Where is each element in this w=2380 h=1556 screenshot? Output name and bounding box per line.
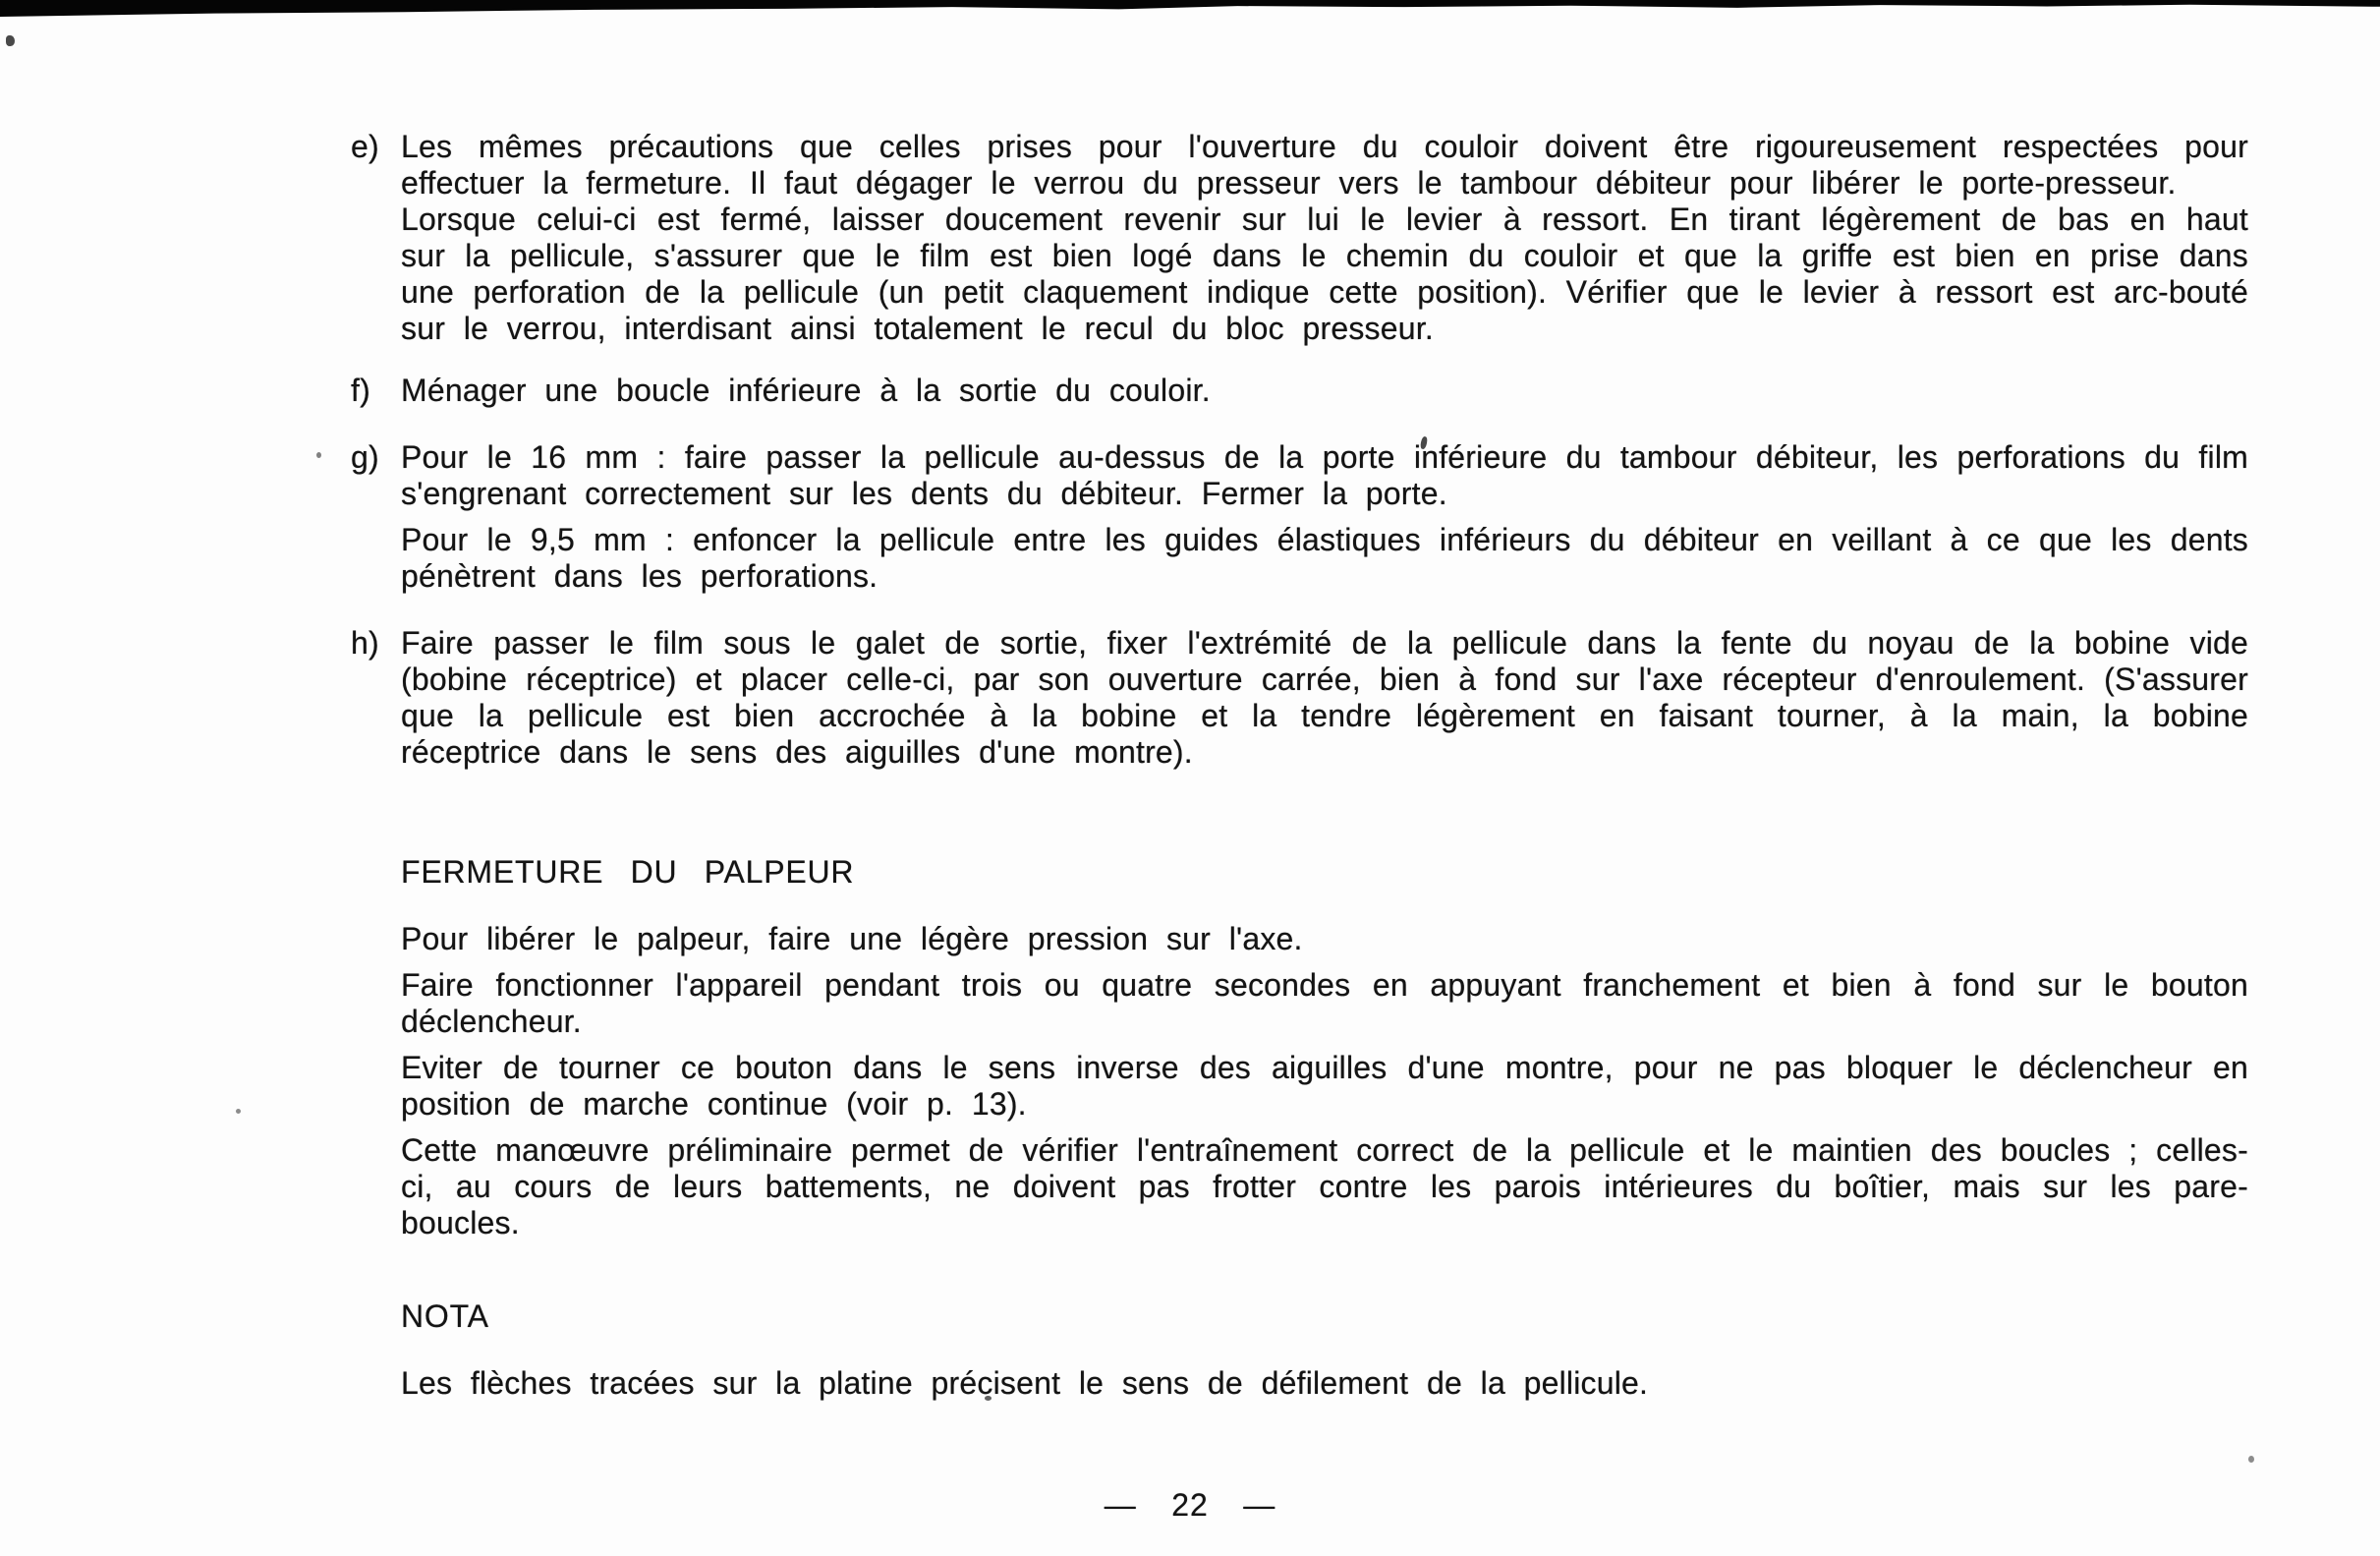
paragraph: Pour le 9,5 mm : enfoncer la pellicule entre les guides élastiques inférieurs du débiteur en veillant à ce que les dents pénètrent dans les perforations. xyxy=(401,522,2248,594)
list-item-g xyxy=(351,439,2248,595)
paragraph: Pour libérer le palpeur, faire une légère pression sur l'axe. xyxy=(401,921,1303,956)
item-text xyxy=(401,625,2248,771)
paragraph: Ménager une boucle inférieure à la sortie du couloir. xyxy=(401,373,1211,408)
item-label-h: h) xyxy=(351,625,379,661)
paragraph: Cette manœuvre préliminaire permet de vérifier l'entraînement correct de la pellicule et le maintien des boucles ; celles-ci, au cours de leurs battements, ne doivent pas frotter contre les parois intérieures du boîtier, mais sur les pare-boucles. xyxy=(401,1132,2248,1240)
list-item-e xyxy=(351,129,2248,347)
section-fermeture-du-palpeur xyxy=(401,854,2248,1241)
paragraph: Lorsque celui-ci est fermé, laisser doucement revenir sur lui le levier à ressort. En tirant légèrement de bas en haut sur la pellicule, s'assurer que le film est bien logé dans le chemin du couloir et que la griffe est bien en prise dans une perforation de la pellicule (un petit claquement indique cette position). Vérifier que le levier à ressort est arc-bouté sur le verrou, interdisant ainsi totalement le recul du bloc presseur. xyxy=(401,202,2248,346)
section-heading: NOTA xyxy=(401,1298,489,1334)
paragraph: Les mêmes précautions que celles prises pour l'ouverture du couloir doivent être rigoureusement respectées pour effectuer la fermeture. Il faut dégager le verrou du presseur vers le tambour débiteur pour libérer le porte-presseur. xyxy=(401,129,2248,201)
item-label-f: f) xyxy=(351,373,370,408)
list-item-h xyxy=(351,625,2248,771)
paragraph: Eviter de tourner ce bouton dans le sens inverse des aiguilles d'une montre, pour ne pas bloquer le déclencheur en position de marche continue (voir p. 13). xyxy=(401,1050,2248,1122)
scan-edge-artifact xyxy=(0,0,2380,17)
list-item-f xyxy=(351,373,2248,409)
paragraph: Faire passer le film sous le galet de sortie, fixer l'extrémité de la pellicule dans la fente du noyau de la bobine vide (bobine réceptrice) et placer celle-ci, par son ouverture carrée, bien à fond sur l'axe récepteur d'enroulement. (S'assurer que la pellicule est bien accrochée à la bobine et la tendre légèrement en faisant tourner, à la main, la bobine réceptrice dans le sens des aiguilles d'une montre). xyxy=(401,625,2248,770)
item-text xyxy=(401,129,2248,347)
scan-speck xyxy=(236,1109,241,1114)
paragraph: Faire fonctionner l'appareil pendant trois ou quatre secondes en appuyant franchement et bien à fond sur le bouton déclencheur. xyxy=(401,967,2248,1039)
item-text xyxy=(401,439,2248,595)
scan-speck xyxy=(2248,1456,2254,1463)
item-text xyxy=(401,373,2248,409)
page-content xyxy=(351,129,2248,1402)
section-heading: FERMETURE DU PALPEUR xyxy=(401,854,855,890)
page-number: — 22 — xyxy=(1104,1487,1276,1523)
scan-speck xyxy=(6,35,15,46)
section-nota xyxy=(401,1298,2248,1402)
item-label-g: g) xyxy=(351,439,379,475)
paragraph: Les flèches tracées sur la platine précisent le sens de défilement de la pellicule. xyxy=(401,1365,1649,1401)
scan-speck xyxy=(316,452,321,458)
item-label-e: e) xyxy=(351,129,379,164)
paragraph: Pour le 16 mm : faire passer la pellicule au-dessus de la porte inférieure du tambour débiteur, les perforations du film s'engrenant correctement sur les dents du débiteur. Fermer la porte. xyxy=(401,439,2248,511)
